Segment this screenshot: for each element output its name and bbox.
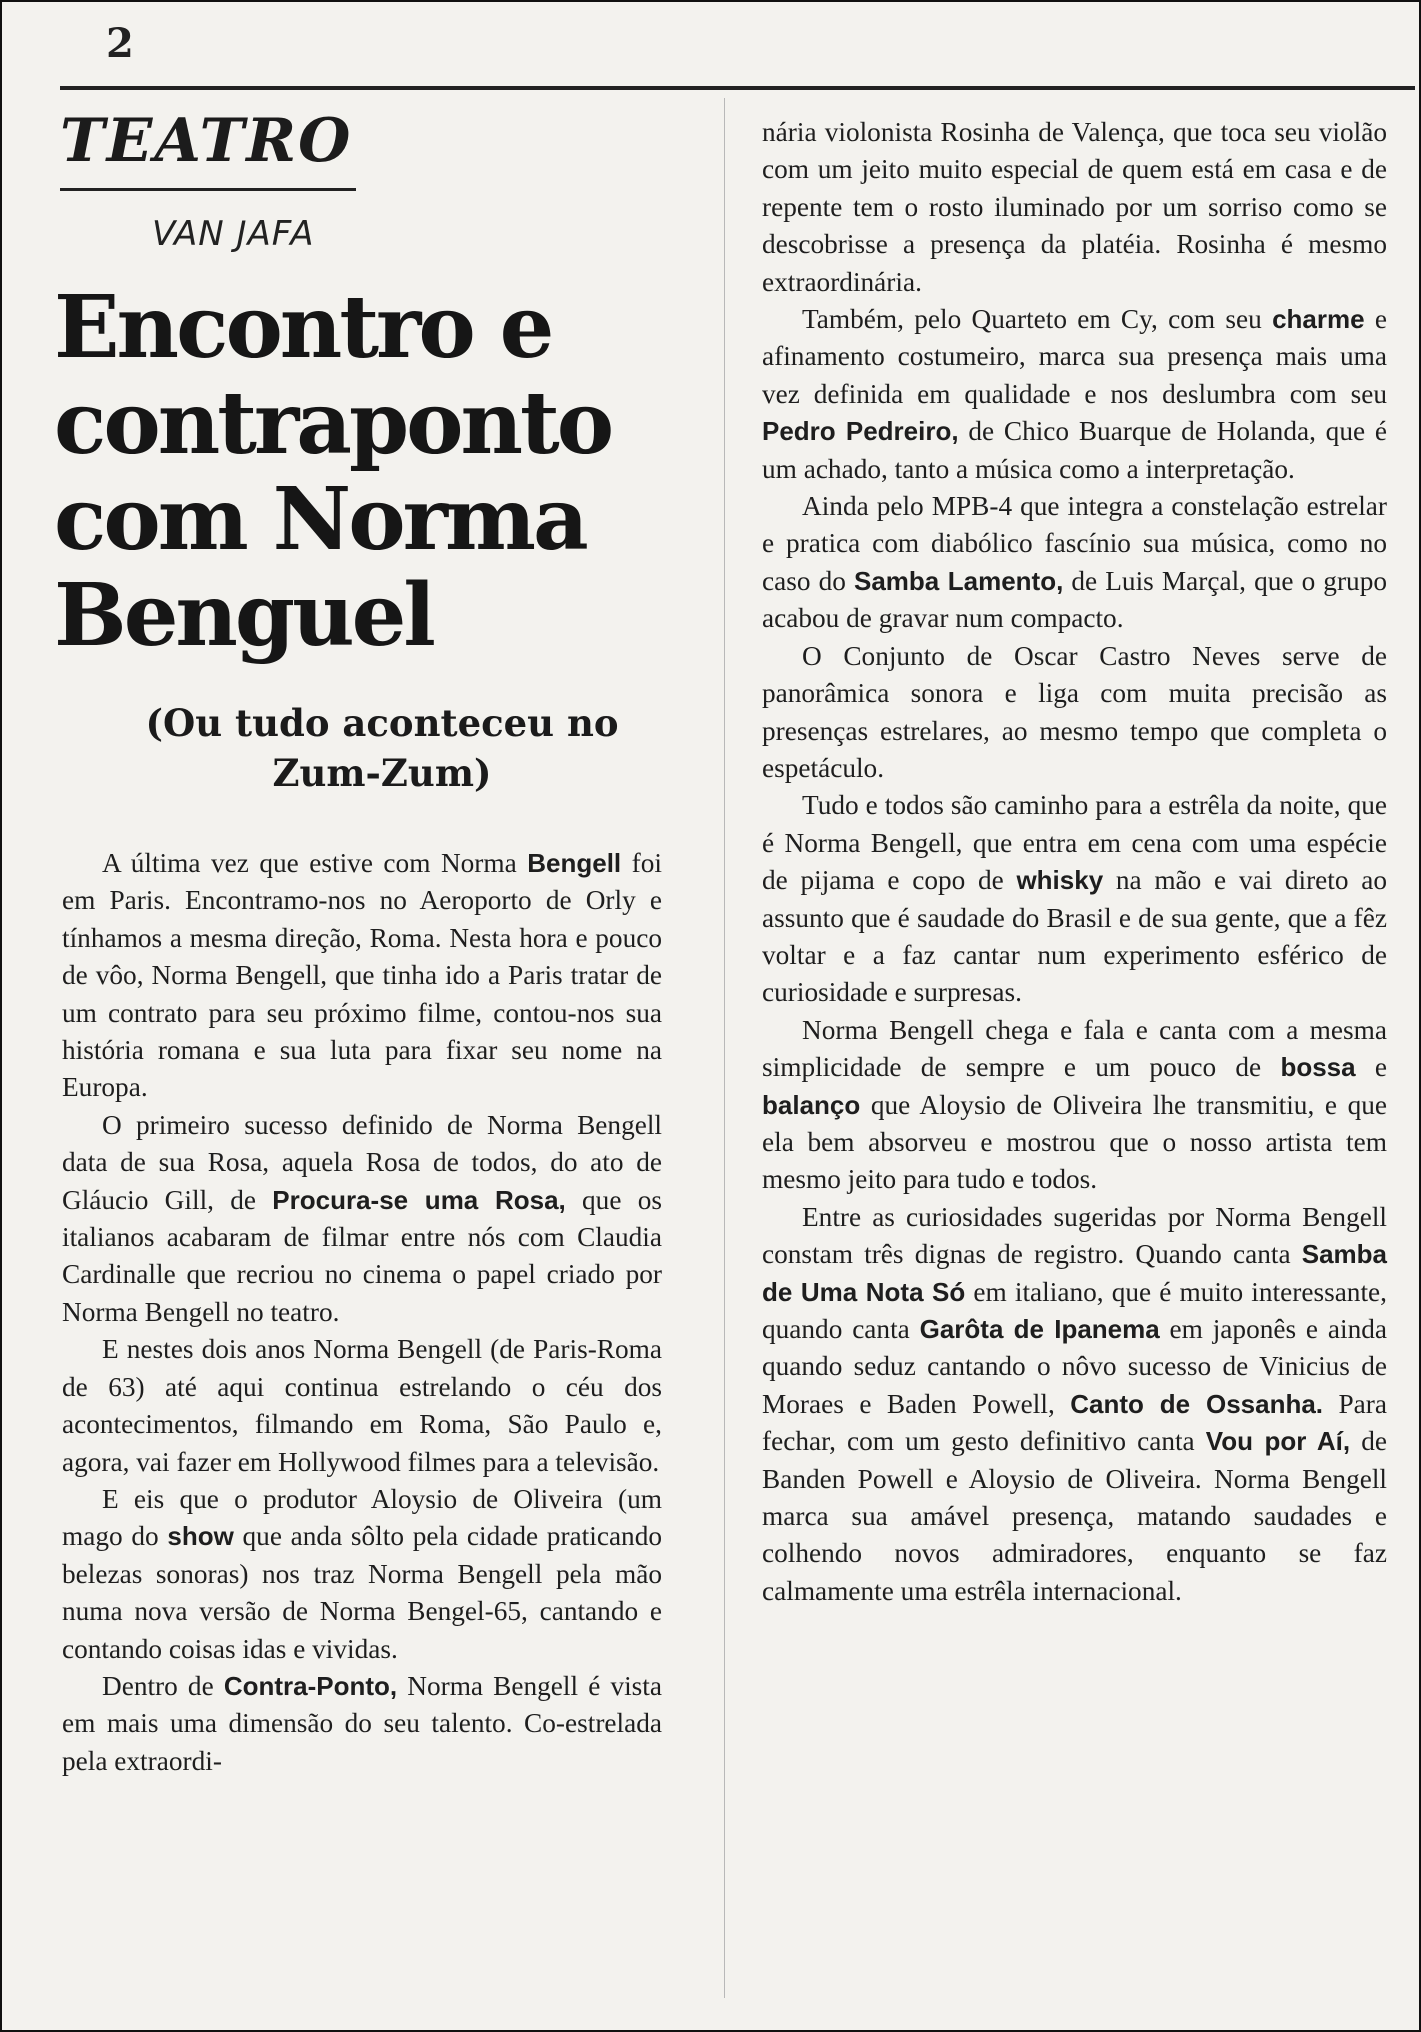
paragraph: Tudo e todos são caminho para a estrêla da noite, que é Norma Bengell, que entra em cena com uma espécie de pijama e copo de whisky na mão e vai direto ao assunto que é saudade do Brasil e de sua gente, que a fêz voltar e a faz cantar num experimento esférico de curiosidade e surpresas. [762,790,1387,1008]
bold-title: bossa [1280,1052,1356,1083]
bold-title: Bengell [527,848,622,878]
bold-title: charme [1272,304,1365,335]
bold-title: whisky [1016,865,1104,896]
paragraph: O primeiro sucesso definido de Norma Bengell data de sua Rosa, aquela Rosa de todos, do ato de Gláucio Gill, de Procura-se uma Rosa, que os italianos acabaram de filmar entre nós com Claudia Cardinalle que recriou no cinema o papel criado por Norma Bengell no teatro. [62,1109,662,1327]
paragraph: Ainda pelo MPB-4 que integra a constelação estrelar e pratica com diabólico fascínio sua música, como no caso do Samba Lamento, de Luis Marçal, que o grupo acabou de gravar num compacto. [762,491,1387,634]
bold-title: Procura-se uma Rosa, [272,1184,566,1215]
paragraph: Também, pelo Quarteto em Cy, com seu charme e afinamento costumeiro, marca sua presença mais uma vez definida em qualidade e nos deslumbra com seu Pedro Pedreiro, de Chico Buarque de Holanda, que é um achado, tanto a música como a interpretação. [762,304,1387,484]
byline: VAN JAFA [152,214,315,254]
column-divider [724,98,725,1998]
paragraph: Dentro de Contra-Ponto, Norma Bengell é vista em mais uma dimensão do seu talento. Co-estrelada pela extraordi- [62,1670,662,1776]
bold-title: show [167,1521,234,1552]
article-column-right [762,114,1387,1610]
paragraph: Entre as curiosidades sugeridas por Norma Bengell constam três dignas de registro. Quando canta Samba de Uma Nota Só em italiano, que é muito interessante, quando canta Garôta de Ipanema em japonês e ainda quando seduz cantando o nôvo sucesso de Vinicius de Moraes e Baden Powell, Canto de Ossanha. Para fechar, com um gesto definitivo canta Vou por Aí, de Banden Powell e Aloysio de Oliveira. Norma Bengell marca sua amável presença, matando saudades e colhendo novos admiradores, enquanto se faz calmamente uma estrêla internacional. [762,1201,1388,1606]
page-number: 2 [106,20,134,67]
paragraph: Norma Bengell chega e fala e canta com a mesma simplicidade de sempre e um pouco de bossa e balanço que Aloysio de Oliveira lhe transmitiu, e que ela bem absorveu e mostrou que o nosso artista tem mesmo jeito para tudo e todos. [762,1014,1387,1195]
headline: Encontro e contraponto com Norma Benguel [54,277,612,666]
section-underline [60,188,356,191]
bold-title: Vou por Aí, [1205,1426,1351,1457]
bold-title: Contra-Ponto, [223,1670,398,1701]
subheadline: (Ou tudo aconteceu no Zum-Zum) [145,701,619,795]
section-title: TEATRO [60,106,353,176]
paragraph: A última vez que estive com Norma Bengell foi em Paris. Encontramo-nos no Aeroporto de Orly e tínhamos a mesma direção, Roma. Nesta hora e pouco de vôo, Norma Bengell, que tinha ido a Paris tratar de um contrato para seu próximo filme, contou-nos sua história romana e sua luta para fixar seu nome na Europa. [62,848,662,1103]
bold-title: Pedro Pedreiro, [762,416,959,447]
article-column-left [62,845,662,1780]
paragraph: E nestes dois anos Norma Bengell (de Paris-Roma de 63) até aqui continua estrelando o céu dos acontecimentos, filmando em Roma, São Paulo e, agora, vai fazer em Hollywood filmes para a televisão. [62,1334,662,1477]
paragraph-continued: nária violonista Rosinha de Valença, que toca seu violão com um jeito muito especial de quem está em casa e de repente tem o rosto iluminado por um sorriso como se descobrisse a presença da platéia. Rosinha é mesmo extraordinária. [762,117,1387,297]
bold-title: balanço [762,1089,861,1120]
bold-title: Garôta de Ipanema [919,1314,1160,1344]
bold-title: Samba de Uma Nota Só [762,1239,1387,1307]
bold-title: Samba Lamento, [853,565,1064,596]
paragraph: E eis que o produtor Aloysio de Oliveira (um mago do show que anda sôlto pela cidade praticando belezas sonoras) nos traz Norma Bengell pela mão numa nova versão de Norma Bengel-65, cantando e contando coisas idas e vividas. [62,1483,663,1664]
paragraph: O Conjunto de Oscar Castro Neves serve de panorâmica sonora e liga com muita precisão as presenças estrelares, ao mesmo tempo que completa o espetáculo. [762,640,1387,783]
bold-title: Canto de Ossanha. [1070,1388,1324,1419]
header-rule [60,86,1415,90]
